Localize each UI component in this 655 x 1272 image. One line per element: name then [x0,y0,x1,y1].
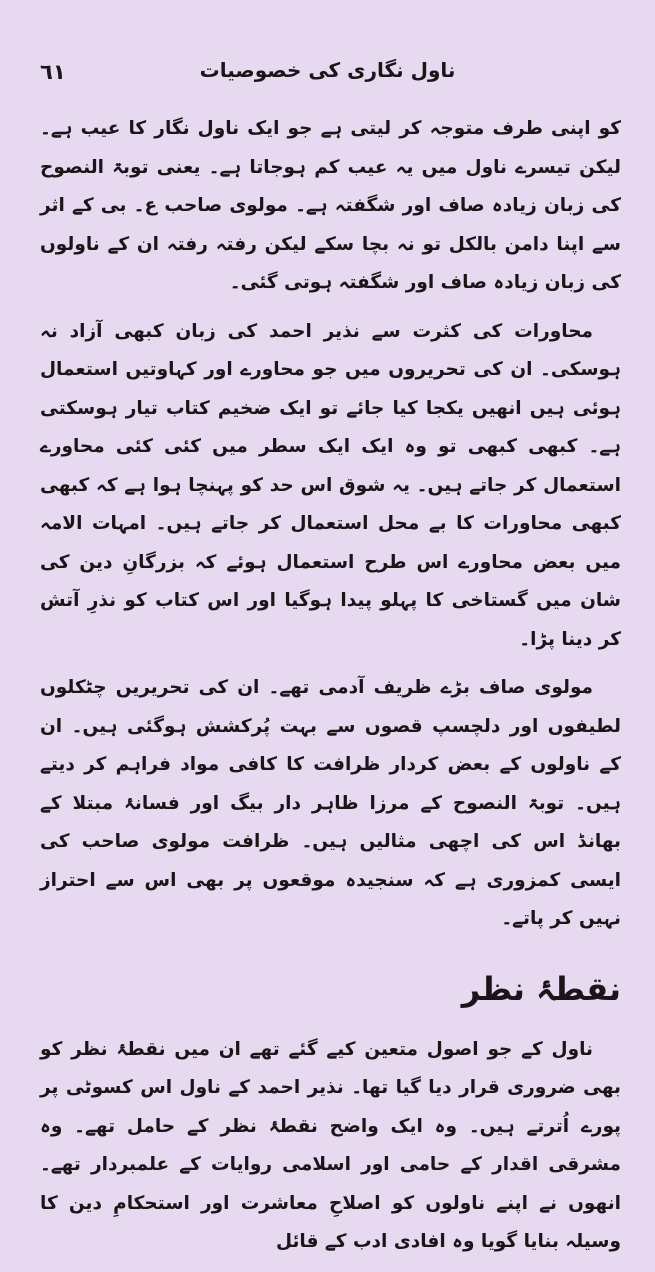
section-heading: نقطۂ نظر [461,969,621,1008]
paragraph-3: مولوی صاف بڑے ظریف آدمی تھے۔ ان کی تحریریں چٹکلوں لطیفوں اور دلچسپ قصوں سے بہت پُرکشش ہوگئی ہیں۔ ان کے ناولوں کے بعض کردار ظرافت کا کافی مواد فراہم کر دیتے ہیں۔ توبۃ النصوح کے مرزا ظاہر دار بیگ اور فسانۂ مبتلا کے بھانڈ اس کی اچھی مثالیں ہیں۔ ظرافت مولوی صاحب کی ایسی کمزوری ہے کہ سنجیدہ موقعوں پر بھی اس سے احتراز نہیں کر پاتے۔ [40,677,621,929]
section-paragraph-1: ناول کے جو اصول متعین کیے گئے تھے ان میں نقطۂ نظر کو بھی ضروری قرار دیا گیا تھا۔ نذیر احمد کے ناول اس کسوٹی پر پورے اُترتے ہیں۔ وہ ایک واضح نقطۂ نظر کے حامل تھے۔ وہ مشرقی اقدار کے حامی اور اسلامی روایات کے علمبردار تھے۔ انھوں نے اپنے ناولوں کو اصلاحِ معاشرت اور استحکامِ دین کا وسیلہ بنایا گویا وہ افادی ادب کے قائل [40,1038,621,1252]
page-number: ٦١ [40,60,66,84]
page-header [40,58,615,88]
page-body [40,110,621,1272]
running-title: ناول نگاری کی خصوصیات [199,58,456,82]
paragraph-2: محاورات کی کثرت سے نذیر احمد کی زبان کبھی آزاد نہ ہوسکی۔ ان کی تحریروں میں جو محاورے اور کہاوتیں استعمال ہوئی ہیں انھیں یکجا کیا جائے تو ایک ضخیم کتاب تیار ہوسکتی ہے۔ کبھی کبھی تو وہ ایک ایک سطر میں کئی کئی محاورے استعمال کر جاتے ہیں۔ یہ شوق اس حد کو پہنچا ہوا ہے کہ کبھی کبھی محاورات کا بے محل استعمال کر جاتے ہیں۔ امہات الامہ میں بعض محاورے اس طرح استعمال ہوئے کہ بزرگانِ دین کی شان میں گستاخی کا پہلو پیدا ہوگیا اور اس کتاب کو نذرِ آتش کر دینا پڑا۔ [40,320,621,650]
paragraph-1: کو اپنی طرف متوجہ کر لیتی ہے جو ایک ناول نگار کا عیب ہے۔ لیکن تیسرے ناول میں یہ عیب کم ہوجاتا ہے۔ یعنی توبۃ النصوح کی زبان زیادہ صاف اور شگفتہ ہے۔ مولوی صاحب ع۔ بی کے اثر سے اپنا دامن بالکل تو نہ بچا سکے لیکن رفتہ رفتہ ان کے ناولوں کی زبان زیادہ صاف اور شگفتہ ہوتی گئی۔ [40,118,621,293]
